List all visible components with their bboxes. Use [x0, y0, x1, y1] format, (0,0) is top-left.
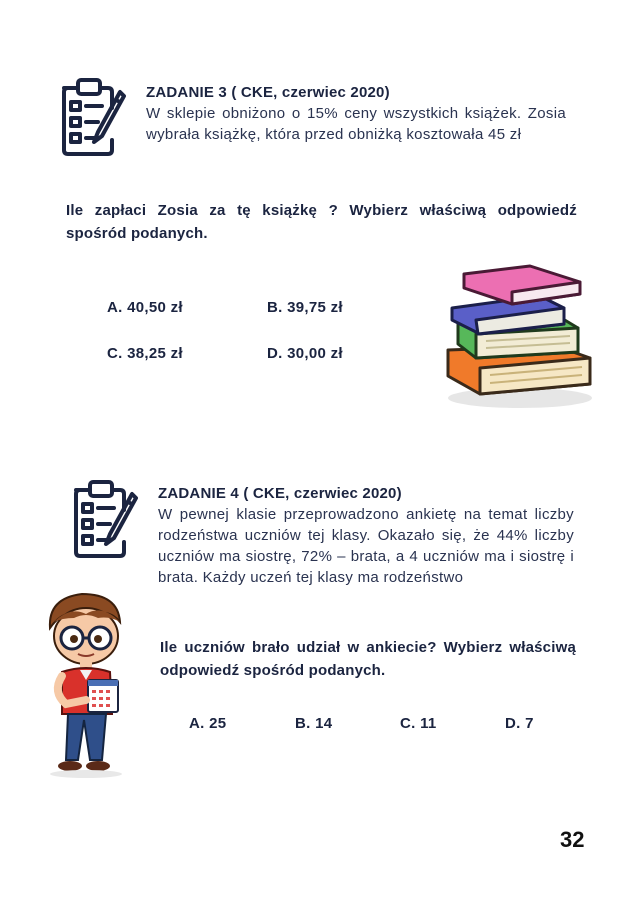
task3-title: ZADANIE 3 ( CKE, czerwiec 2020): [146, 84, 390, 101]
task4-question: Ile uczniów brało udział w ankiecie? Wybierz właściwą odpowiedź spośród podanych.: [160, 639, 576, 679]
task4-answer-a[interactable]: A. 25: [189, 715, 227, 732]
boy-with-calendar-illustration: [40, 588, 132, 780]
book-stack-illustration: [440, 262, 598, 410]
task4-clipboard-icon: [70, 476, 140, 560]
task4-text: W pewnej klasie przeprowadzono ankietę na temat liczby rodzeństwa uczniów tej klasy. Okazało się, że 44% liczby uczniów ma siostrę, 72% – brata, a 4 uczniów ma i siostrę i brata. Każdy uczeń tej klasy ma rodzeństwo: [158, 506, 574, 586]
task3-answer-d[interactable]: D. 30,00 zł: [267, 345, 343, 362]
task4-title: ZADANIE 4 ( CKE, czerwiec 2020): [158, 485, 402, 502]
task4-answer-c[interactable]: C. 11: [400, 715, 437, 732]
task4-answer-d[interactable]: D. 7: [505, 715, 534, 732]
page-number: 32: [560, 827, 585, 852]
task3-answer-b[interactable]: B. 39,75 zł: [267, 299, 343, 316]
task3-answer-c[interactable]: C. 38,25 zł: [107, 345, 183, 362]
task3-text: W sklepie obniżono o 15% ceny wszystkich książek. Zosia wybrała książkę, która przed obniżką kosztowała 45 zł: [146, 105, 566, 143]
task4-answer-b[interactable]: B. 14: [295, 715, 333, 732]
task3-answer-a[interactable]: A. 40,50 zł: [107, 299, 183, 316]
task3-clipboard-icon: [58, 74, 128, 158]
task3-question: Ile zapłaci Zosia za tę książkę ? Wybierz właściwą odpowiedź spośród podanych.: [66, 202, 577, 242]
